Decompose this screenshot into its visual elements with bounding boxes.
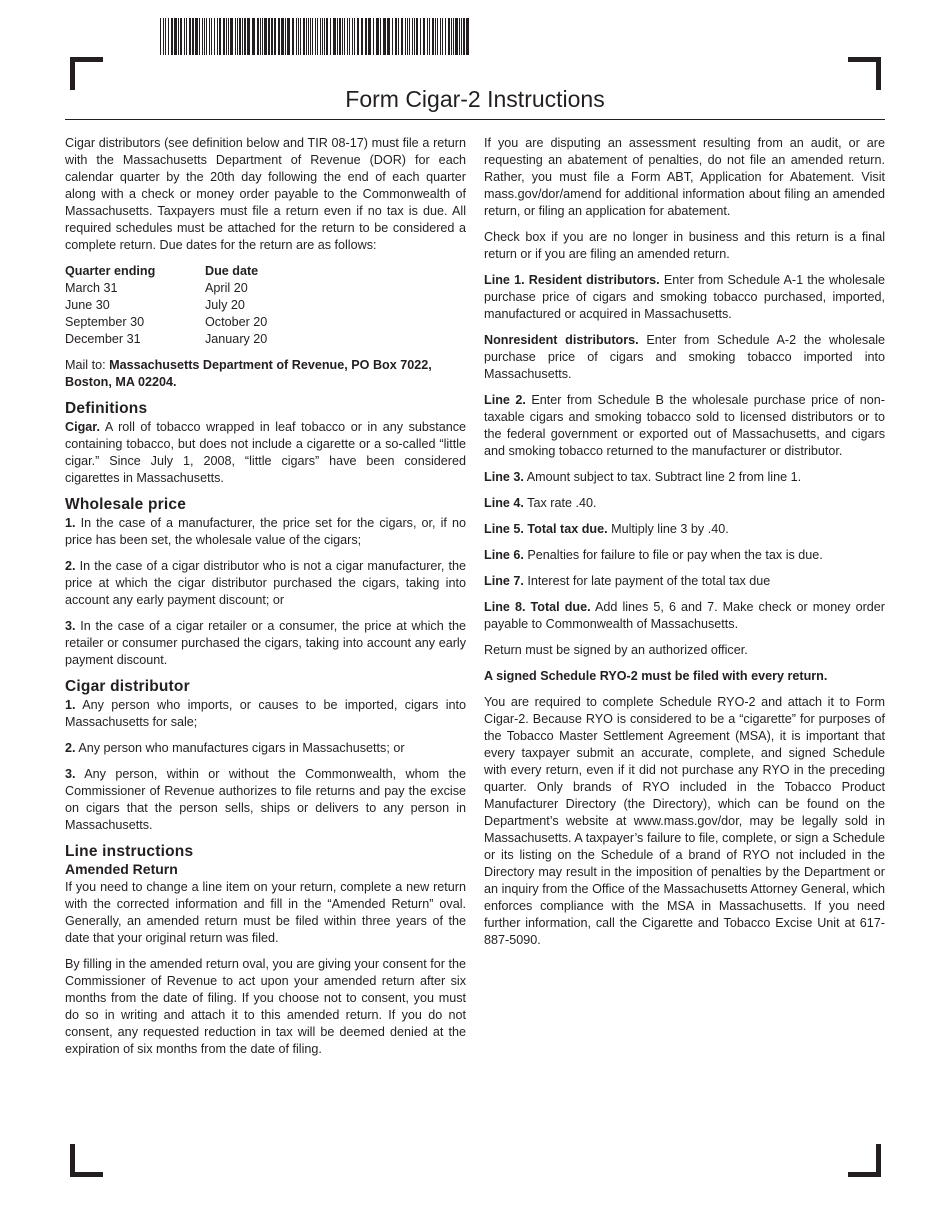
barcode-bar: [461, 18, 462, 55]
barcode-bar: [315, 18, 316, 55]
barcode-bar: [414, 18, 415, 55]
barcode-bar: [342, 18, 343, 55]
barcode-bar: [357, 18, 359, 55]
barcode-bar: [440, 18, 441, 55]
barcode-bar: [308, 18, 309, 55]
barcode-bar: [405, 18, 406, 55]
barcode-bar: [195, 18, 198, 55]
barcode-bar: [337, 18, 338, 55]
barcode-bar: [281, 18, 284, 55]
barcode-bar: [186, 18, 187, 55]
list-item: [65, 697, 466, 731]
barcode-bar: [219, 18, 221, 55]
list-item-text: In the case of a cigar retailer or a consumer, the price at which the retailer or consumer purchased the cigars, taking into account any early payment discount.: [65, 619, 466, 667]
list-item: [65, 766, 466, 834]
list-item-text: In the case of a cigar distributor who is not a cigar manufacturer, the price at which the cigar distributor purchased the cigars, taking into account any early payment discount; or: [65, 559, 466, 607]
line-text: Penalties for failure to file or pay when the tax is due.: [527, 548, 823, 562]
barcode-bar: [344, 18, 345, 55]
barcode-bar: [380, 18, 381, 55]
line-instruction: [484, 469, 885, 486]
barcode-bar: [463, 18, 465, 55]
barcode-bar: [383, 18, 386, 55]
ryo-paragraph: You are required to complete Schedule RYO-2 and attach it to Form Cigar-2. Because RYO is considered to be a “cigarette” for purposes of the Tobacco Master Settlement Agreement (MSA), it is important that every taxpayer submit an accurate, complete, and signed Schedule with every return, even if it did not purchase any RYO in the preceding quarter. Only brands of RYO included in the Tobacco Product Manufacturer Directory (the Directory), which can be found on the Department’s website at www.mass.gov/dor, may be legally sold in Massachusetts. A taxpayer’s failure to file, complete, or sign a Schedule or its listing on the Schedule of a brand of RYO not included in the Directory may result in the imposition of penalties by the Department or an inquiry from the Office of the Massachusetts Attorney General, which enforces compliance with the MSA in Massachusetts. If you need further information, call the Cigarette and Tobacco Excise Unit at 617-887-5090.: [484, 695, 885, 947]
barcode-bar: [292, 18, 294, 55]
line-label: Line 8. Total due.: [484, 600, 591, 614]
crop-mark-bottom-right: [848, 1144, 881, 1177]
list-item: [65, 558, 466, 609]
line-label: Line 6.: [484, 548, 524, 562]
list-item-number: 2.: [65, 559, 76, 573]
definitions-heading: Definitions: [65, 400, 148, 417]
barcode-bar: [416, 18, 418, 55]
crop-mark-bottom-left: [70, 1144, 103, 1177]
barcode-bar: [322, 18, 323, 55]
line-label: Line 3.: [484, 470, 524, 484]
barcode-bar: [324, 18, 325, 55]
barcode-bar: [264, 18, 267, 55]
list-item-text: Any person, within or without the Commonwealth, whom the Commissioner of Revenue authorizes to file returns and pay the excise on cigars that the person sells, ships or delivers to any person in Massachusetts.: [65, 767, 466, 832]
due-table-header: Due date: [205, 264, 259, 278]
list-item-number: 3.: [65, 619, 76, 633]
line-text: Enter from Schedule B the wholesale purchase price of non-taxable cigars and smoking tobacco sold to licensed distributors or to the federal government or exported out of Massachusetts, and cigars and smoking tobacco returned to the manufacturer or distributor.: [484, 393, 886, 458]
line-instruction: [484, 599, 885, 633]
mail-to-paragraph: [65, 357, 466, 391]
title-divider: [65, 119, 885, 120]
mail-to-label: Mail to:: [65, 358, 106, 372]
barcode-bar: [330, 18, 331, 55]
left-column: [65, 135, 466, 1067]
barcode-bar: [178, 18, 179, 55]
checkbox-paragraph: Check box if you are no longer in business and this return is a final return or if you are filing an amended return.: [484, 230, 885, 261]
line-instruction: [484, 521, 885, 538]
barcode-bar: [300, 18, 301, 55]
barcode-bar: [271, 18, 273, 55]
barcode-bar: [352, 18, 353, 55]
dispute-paragraph: If you are disputing an assessment resulting from an audit, or are requesting an abatement of penalties, do not file an amended return. Rather, you must file a Form ABT, Application for Abatement. Visit mass.gov/dor/amend for additional information about filing an amended return, or filing an application for abatement.: [484, 136, 885, 218]
barcode-bar: [361, 18, 363, 55]
list-item-number: 1.: [65, 516, 76, 530]
page-title: Form Cigar-2 Instructions: [345, 86, 605, 112]
line-text: Multiply line 3 by .40.: [611, 522, 729, 536]
barcode-bar: [174, 18, 177, 55]
due-date-cell: January 20: [205, 332, 268, 346]
quarter-ending-cell: December 31: [65, 332, 141, 346]
barcode-bar: [303, 18, 305, 55]
amended-return-heading: Amended Return: [65, 861, 178, 877]
barcode-bar: [368, 18, 371, 55]
barcode-bar: [453, 18, 454, 55]
barcode-bar: [392, 18, 393, 55]
barcode-bar: [189, 18, 191, 55]
barcode-bar: [206, 18, 207, 55]
barcode-bar: [204, 18, 205, 55]
line-text: Tax rate .40.: [527, 496, 597, 510]
barcode-bar: [442, 18, 443, 55]
line-instructions-heading: Line instructions: [65, 843, 194, 860]
barcode-bar: [202, 18, 203, 55]
barcode-bar: [235, 18, 236, 55]
due-date-cell: April 20: [205, 281, 248, 295]
barcode-bar: [247, 18, 250, 55]
barcode-bar: [395, 18, 397, 55]
barcode-bar: [298, 18, 299, 55]
barcode-bar: [317, 18, 318, 55]
barcode-bar: [287, 18, 290, 55]
table-row: [65, 297, 267, 314]
barcode-bar: [435, 18, 436, 55]
barcode-bar: [432, 18, 434, 55]
barcode-bar: [244, 18, 246, 55]
line-text: Add lines 5, 6 and 7. Make check or money order payable to Commonwealth of Massachusetts.: [484, 600, 885, 631]
table-row: [65, 314, 267, 331]
line-text: Amount subject to tax. Subtract line 2 from line 1.: [526, 470, 802, 484]
barcode-bar: [230, 18, 233, 55]
amended-consent-paragraph: By filling in the amended return oval, you are giving your consent for the Commissioner of Revenue to act upon your amended return after six months from the date of filing. If you choose not to consent, you must do so in writing and attach it to this amended return. If you do not consent, any requested reduction in tax will be deemed denied at the expiration of six months from the date of filing.: [65, 957, 466, 1056]
barcode-bar: [180, 18, 182, 55]
barcode-bar: [387, 18, 390, 55]
wholesale-price-heading: Wholesale price: [65, 496, 187, 513]
barcode-bar: [466, 18, 469, 55]
barcode-bar: [211, 18, 212, 55]
barcode-bar: [429, 18, 430, 55]
barcode-bar: [412, 18, 413, 55]
due-date-cell: July 20: [205, 298, 245, 312]
list-item-text: Any person who imports, or causes to be imported, cigars into Massachusetts for sale;: [65, 698, 467, 729]
barcode-bar: [339, 18, 341, 55]
barcode-bar: [192, 18, 194, 55]
barcode-bar: [242, 18, 243, 55]
cigar-definition: [65, 419, 466, 487]
line-instruction: [484, 547, 885, 564]
list-item: [65, 740, 466, 757]
barcode-bar: [260, 18, 261, 55]
quarter-ending-cell: March 31: [65, 281, 118, 295]
barcode-bar: [349, 18, 350, 55]
quarter-ending-cell: June 30: [65, 298, 110, 312]
line-label: Line 5. Total tax due.: [484, 522, 608, 536]
line-text: Enter from Schedule A-2 the wholesale purchase price of cigars and smoking tobacco imported into Massachusetts.: [484, 333, 886, 381]
barcode-bar: [285, 18, 286, 55]
barcode-bar: [365, 18, 367, 55]
barcode-bar: [199, 18, 200, 55]
ryo-requirement-text: A signed Schedule RYO-2 must be filed with every return.: [484, 669, 828, 683]
quarter-ending-cell: September 30: [65, 315, 145, 329]
barcode-bar: [455, 18, 458, 55]
line-instruction: [484, 495, 885, 512]
barcode-bar: [451, 18, 452, 55]
barcode-bar: [354, 18, 355, 55]
barcode-bar: [184, 18, 185, 55]
barcode-bar: [268, 18, 270, 55]
barcode-bar: [448, 18, 450, 55]
ryo-requirement: [484, 668, 885, 685]
table-row: [65, 280, 267, 297]
due-table-header: Quarter ending: [65, 264, 156, 278]
barcode-bar: [252, 18, 255, 55]
barcode-bar: [347, 18, 348, 55]
line-label: Line 1. Resident distributors.: [484, 273, 660, 287]
due-date-table: [65, 263, 267, 348]
right-column: [484, 135, 885, 958]
line-text: Interest for late payment of the total tax due: [527, 574, 771, 588]
cigar-definition-text: A roll of tobacco wrapped in leaf tobacco or in any substance containing tobacco, but does not include a cigarette or a so-called “little cigar.” Since July 1, 2008, “little cigars” have been considered cigarettes in Massachusetts.: [65, 420, 466, 485]
line-text: Enter from Schedule A-1 the wholesale purchase price of cigars and smoking tobacco purchased, imported, manufactured or acquired in Massachusetts.: [484, 273, 886, 321]
barcode-bar: [274, 18, 276, 55]
cigar-distributor-heading: Cigar distributor: [65, 678, 190, 695]
barcode-bar: [445, 18, 446, 55]
barcode-bar: [306, 18, 307, 55]
barcode-bar: [171, 18, 173, 55]
line-instruction: [484, 392, 885, 460]
barcode-bar: [223, 18, 225, 55]
barcode-bar: [373, 18, 374, 55]
barcode-bar: [420, 18, 421, 55]
barcode-bar: [257, 18, 259, 55]
barcode-bar: [376, 18, 379, 55]
barcode-bar: [262, 18, 263, 55]
barcode-bar: [217, 18, 218, 55]
list-item: [65, 618, 466, 669]
line-label: Line 4.: [484, 496, 524, 510]
barcode-bar: [326, 18, 328, 55]
barcode-bar: [427, 18, 428, 55]
list-item-number: 1.: [65, 698, 76, 712]
table-row: [65, 331, 267, 348]
list-item-number: 3.: [65, 767, 76, 781]
barcode-bar: [214, 18, 215, 55]
line-label: Nonresident distributors.: [484, 333, 639, 347]
list-item-text: In the case of a manufacturer, the price set for the cigars, or, if no price has been set, the wholesale value of the cigars;: [65, 516, 466, 547]
intro-paragraph: Cigar distributors (see definition below and TIR 08-17) must file a return with the Massachusetts Department of Revenue (DOR) for each calendar quarter by the 20th day following the end of each quarter along with a check or money order payable to the Commonwealth of Massachusetts. Taxpayers must file a return even if no tax is due. All required schedules must be attached for the return to be considered a complete return. Due dates for the return are as follows:: [65, 136, 466, 252]
barcode-bar: [423, 18, 425, 55]
list-item: [65, 515, 466, 549]
barcode-bar: [437, 18, 438, 55]
line-instruction: [484, 573, 885, 590]
mail-address: Massachusetts Department of Revenue, PO Box 7022, Boston, MA 02204.: [65, 358, 432, 389]
barcode-bar: [409, 18, 410, 55]
cigar-term: Cigar.: [65, 420, 100, 434]
due-table-header-row: [65, 263, 267, 280]
line-label: Line 7.: [484, 574, 524, 588]
list-item-number: 2.: [65, 741, 76, 755]
line-label: Line 2.: [484, 393, 526, 407]
due-date-cell: October 20: [205, 315, 268, 329]
barcode-bar: [459, 18, 460, 55]
barcode-bar: [312, 18, 313, 55]
barcode-bar: [398, 18, 399, 55]
barcode-bar: [163, 18, 164, 55]
barcode-bar: [310, 18, 311, 55]
barcode-bar: [237, 18, 238, 55]
barcode-bar: [228, 18, 229, 55]
barcode-bar: [168, 18, 169, 55]
barcode-bar: [296, 18, 297, 55]
barcode-bar: [320, 18, 321, 55]
list-item-text: Any person who manufactures cigars in Massachusetts; or: [78, 741, 405, 755]
line-instruction: [484, 272, 885, 323]
barcode-bar: [407, 18, 408, 55]
amended-return-paragraph: If you need to change a line item on your return, complete a new return with the corrected information and fill in the “Amended Return” oval. Generally, an amended return must be filed within three years of the date that your original return was filed.: [65, 880, 466, 945]
barcode-bar: [209, 18, 210, 55]
barcode-bar: [226, 18, 227, 55]
barcode-bar: [165, 18, 166, 55]
barcode-bar: [278, 18, 280, 55]
signature-paragraph: Return must be signed by an authorized officer.: [484, 643, 748, 657]
line-instruction: [484, 332, 885, 383]
barcode-bar: [239, 18, 241, 55]
barcode-bar: [401, 18, 403, 55]
barcode: [160, 18, 470, 55]
barcode-bar: [160, 18, 161, 55]
barcode-bar: [333, 18, 336, 55]
